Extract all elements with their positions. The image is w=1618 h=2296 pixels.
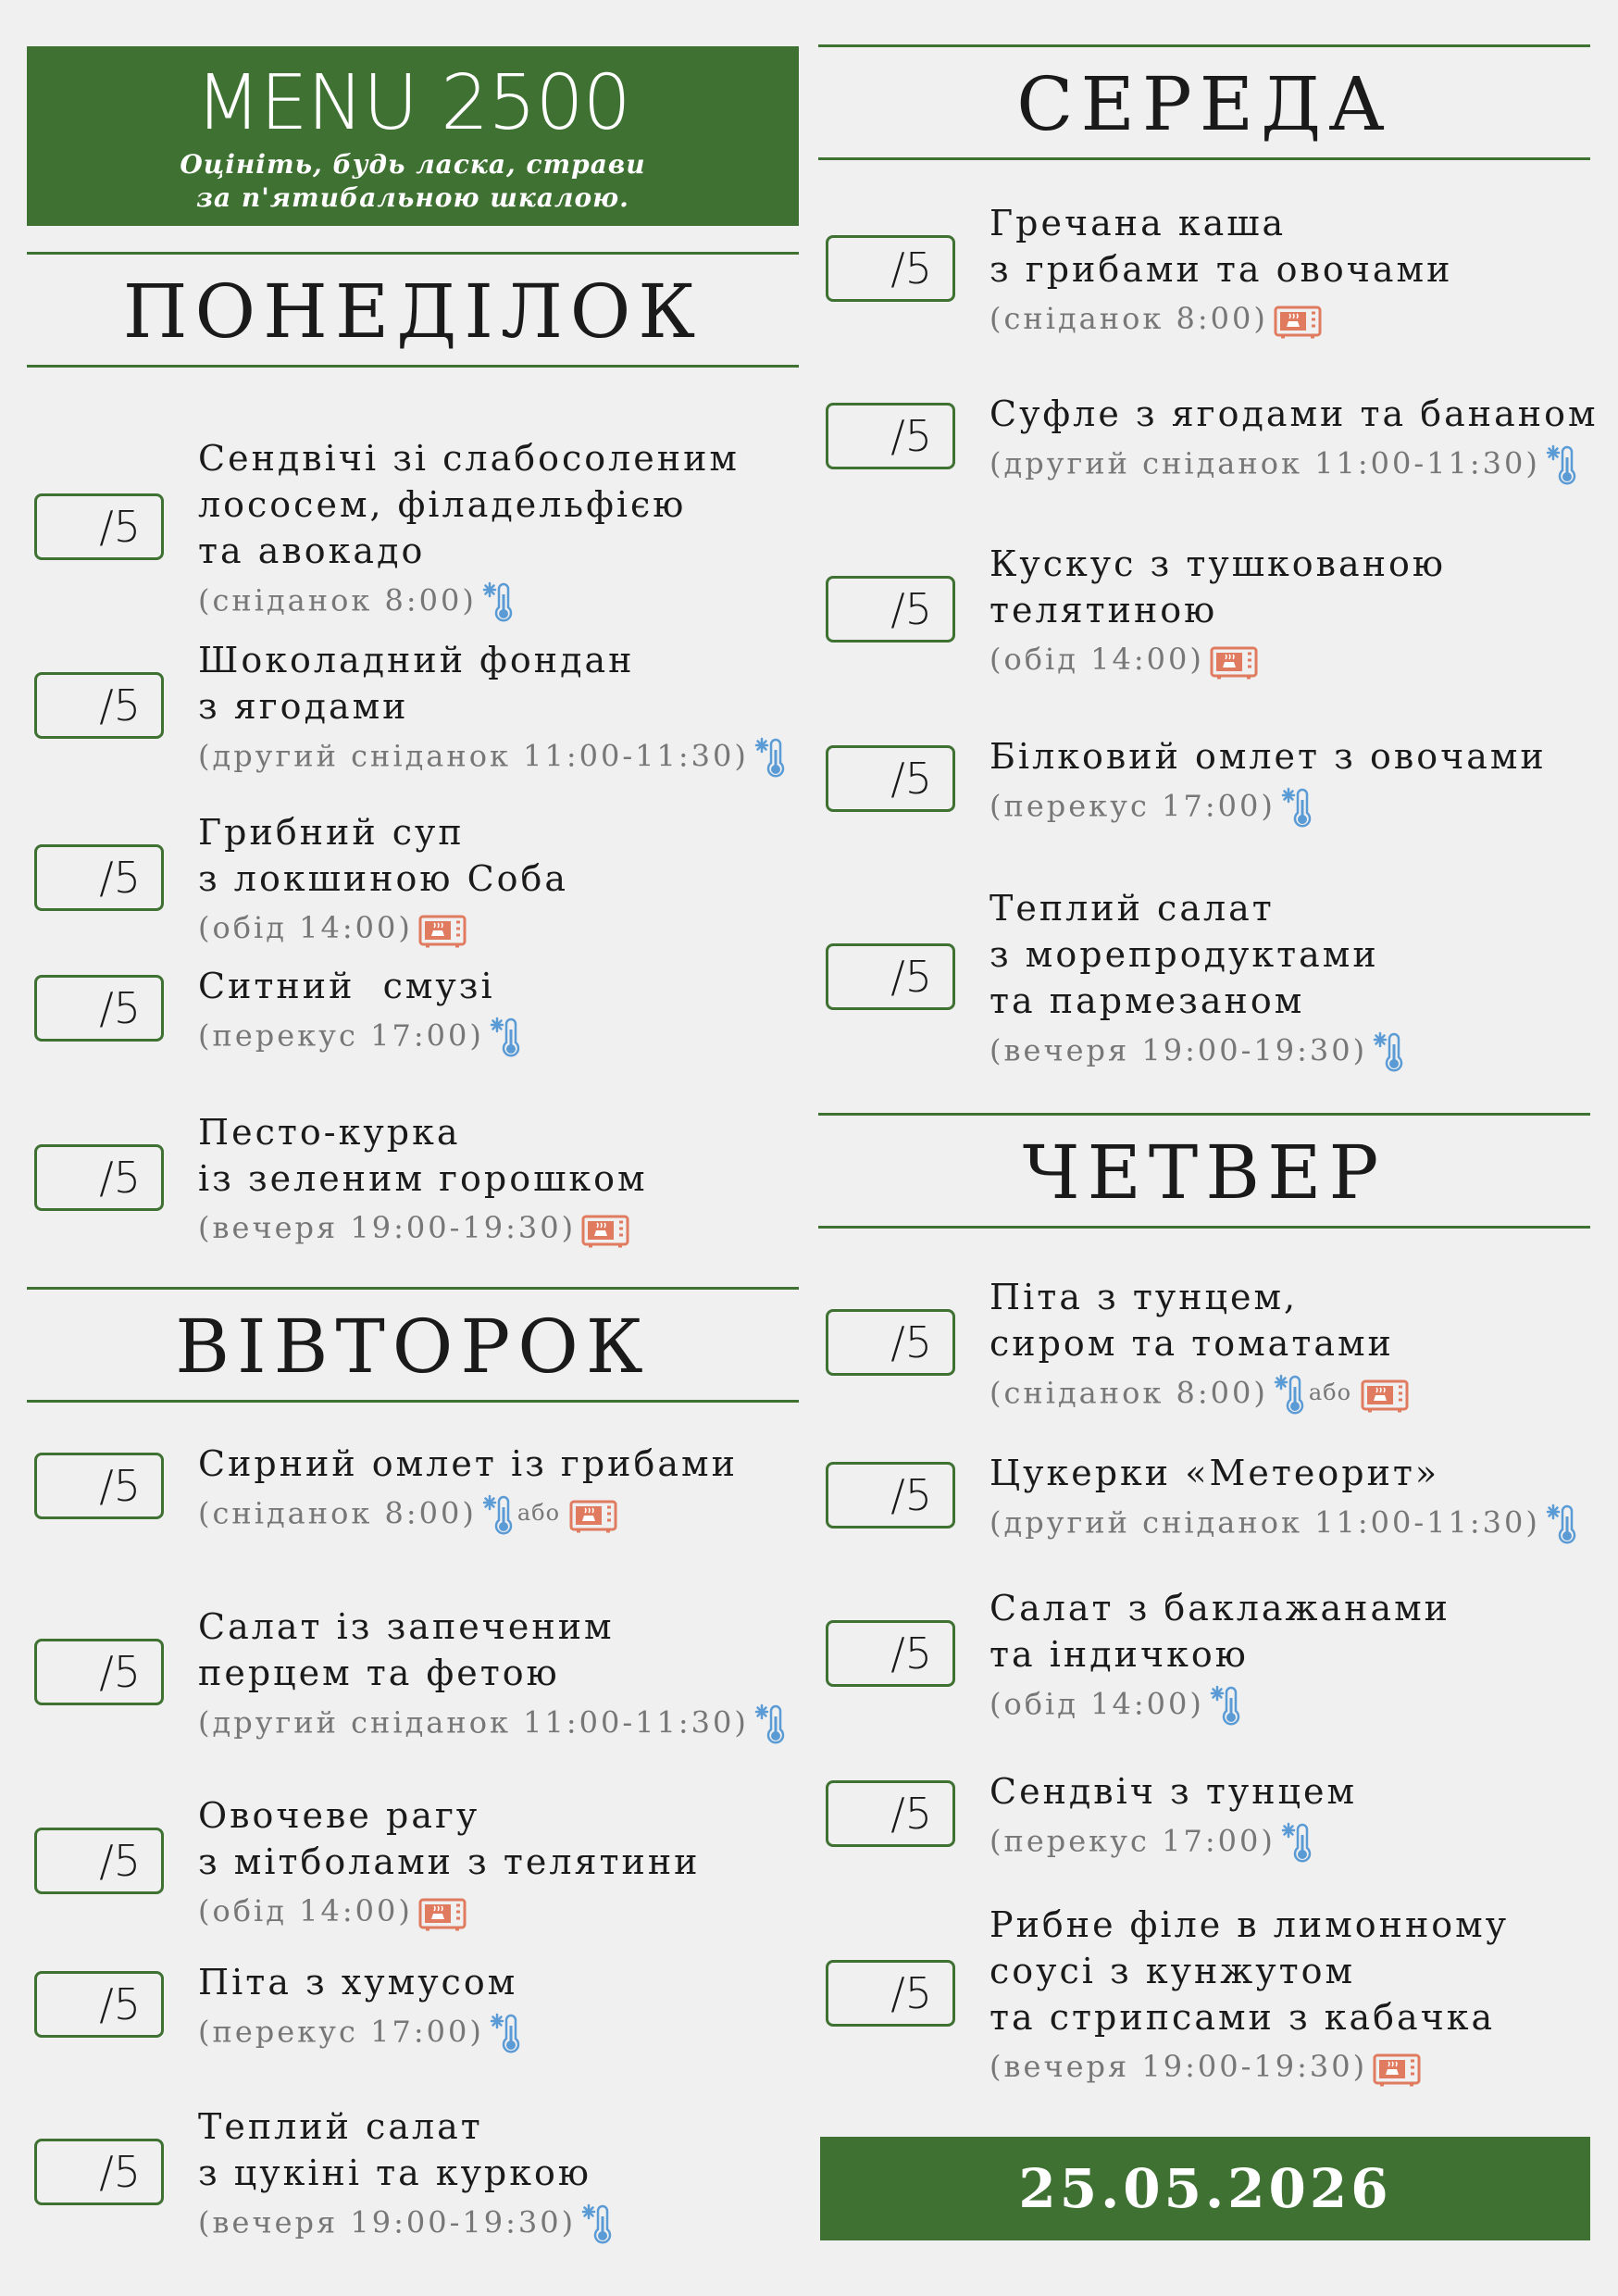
- microwave-icon: [1274, 303, 1322, 340]
- cold-icon: [1274, 1374, 1305, 1416]
- dish-name: Сендвічі зі слабосоленим лососем, філадельфією та авокадо: [198, 438, 740, 571]
- dish-name: Цукерки «Метеорит»: [989, 1453, 1440, 1493]
- dish-name: Піта з хумусом: [198, 1962, 518, 2003]
- cold-icon: [754, 737, 786, 780]
- dish-name: Білковий омлет з овочами: [989, 736, 1547, 777]
- rating-box[interactable]: /5: [34, 844, 164, 911]
- rating-box[interactable]: /5: [34, 1639, 164, 1705]
- microwave-icon: [418, 912, 467, 949]
- cold-icon: [482, 1494, 514, 1537]
- meal-time-label: (перекус 17:00): [198, 1017, 484, 1054]
- dish-name: Рибне філе в лимонному соусі з кунжутом та стрипсами з кабачка: [989, 1904, 1510, 2038]
- rating-box[interactable]: /5: [826, 403, 955, 469]
- microwave-icon: [1373, 2051, 1421, 2088]
- cold-icon: [490, 2013, 521, 2055]
- dish-name: Песто-курка із зеленим горошком: [198, 1112, 648, 1199]
- cold-icon: [1546, 1504, 1577, 1546]
- microwave-icon: [1361, 1377, 1409, 1414]
- dish-name: Сендвіч з тунцем: [989, 1771, 1358, 1812]
- meal-time-label: (перекус 17:00): [989, 1823, 1276, 1859]
- cold-icon: [1281, 787, 1313, 830]
- date-footer: 25.05.2026: [820, 2137, 1590, 2240]
- rating-box[interactable]: /5: [826, 1960, 955, 2027]
- microwave-icon: [418, 1895, 467, 1932]
- meal-time-label: (обід 14:00): [989, 1686, 1204, 1722]
- rating-box[interactable]: /5: [826, 745, 955, 812]
- meal-time-label: (другий сніданок 11:00-11:30): [989, 445, 1540, 481]
- rating-box[interactable]: /5: [826, 576, 955, 643]
- cold-icon: [1373, 1031, 1404, 1074]
- dish-name: Шоколадний фондан з ягодами: [198, 640, 635, 727]
- dish-name: Салат з баклажанами та індичкою: [989, 1588, 1450, 1675]
- rating-box[interactable]: /5: [826, 235, 955, 302]
- day-title: ВІВТОРОК: [175, 1304, 651, 1390]
- dish-name: Піта з тунцем, сиром та томатами: [989, 1277, 1394, 1364]
- microwave-icon: [569, 1497, 617, 1534]
- rating-box[interactable]: /5: [826, 1620, 955, 1687]
- meal-time: [989, 641, 1258, 680]
- meal-time: [198, 1703, 786, 1746]
- meal-time: [989, 787, 1313, 830]
- menu-header: [27, 46, 799, 226]
- day-title: СЕРЕДА: [1016, 61, 1392, 147]
- meal-time: [989, 300, 1322, 340]
- meal-time-label: (сніданок 8:00): [198, 582, 477, 618]
- dish-name: Гречана каша з грибами та овочами: [989, 203, 1453, 290]
- meal-time: [198, 1017, 521, 1059]
- meal-time: [198, 2013, 521, 2055]
- meal-time-label: (сніданок 8:00): [989, 301, 1268, 336]
- menu-title: MENU 2500: [195, 59, 630, 147]
- dish-name: Сирний омлет із грибами: [198, 1443, 738, 1484]
- dish-name: Ситний смузі: [198, 966, 495, 1006]
- meal-time-label: (перекус 17:00): [989, 788, 1276, 824]
- meal-time: [989, 1685, 1241, 1728]
- meal-time-label: (другий сніданок 11:00-11:30): [989, 1504, 1540, 1541]
- dish-name: Кускус з тушкованою телятиною: [989, 543, 1446, 630]
- meal-time: [989, 1504, 1577, 1546]
- cold-icon: [482, 581, 514, 624]
- dish-name: Грибний суп з локшиною Соба: [198, 812, 569, 899]
- rating-box[interactable]: /5: [34, 672, 164, 739]
- meal-time: [198, 1494, 617, 1537]
- dish-name: Салат із запеченим перцем та фетою: [198, 1606, 615, 1693]
- day-title: ЧЕТВЕР: [1022, 1129, 1387, 1216]
- meal-time-label: (вечеря 19:00-19:30): [989, 2049, 1368, 2084]
- dish-name: Суфле з ягодами та бананом: [989, 393, 1599, 434]
- meal-time-label: (сніданок 8:00): [989, 1375, 1268, 1411]
- dish-name: Теплий салат з цукіні та куркою: [198, 2106, 591, 2193]
- rating-box[interactable]: /5: [34, 2139, 164, 2205]
- rating-box[interactable]: /5: [34, 1828, 164, 1894]
- meal-time-label: (вечеря 19:00-19:30): [198, 2204, 577, 2240]
- meal-time: [198, 1892, 467, 1932]
- cold-icon: [1281, 1822, 1313, 1865]
- meal-time-label: (другий сніданок 11:00-11:30): [198, 1704, 749, 1741]
- dish-name: Овочеве рагу з мітболами з телятини: [198, 1795, 701, 1882]
- meal-time: [989, 444, 1577, 487]
- meal-time: [989, 2048, 1421, 2088]
- rating-box[interactable]: /5: [826, 1462, 955, 1529]
- cold-icon: [1546, 444, 1577, 487]
- meal-time: [198, 581, 514, 624]
- rating-box[interactable]: /5: [34, 1971, 164, 2038]
- rating-box[interactable]: /5: [34, 1453, 164, 1519]
- meal-time-label: (обід 14:00): [198, 1893, 413, 1928]
- menu-subtitle-line1: Оцініть, будь ласка, страви: [180, 149, 646, 180]
- alt-word: або: [1308, 1379, 1352, 1405]
- meal-time: [198, 1209, 629, 1249]
- cold-icon: [1210, 1685, 1241, 1728]
- rating-box[interactable]: /5: [826, 943, 955, 1010]
- meal-time: [989, 1822, 1313, 1865]
- rating-box[interactable]: /5: [826, 1309, 955, 1376]
- cold-icon: [581, 2203, 613, 2246]
- meal-time: [989, 1374, 1409, 1416]
- meal-time: [989, 1031, 1404, 1074]
- rating-box[interactable]: /5: [34, 493, 164, 560]
- meal-time-label: (обід 14:00): [198, 910, 413, 945]
- meal-time: [198, 2203, 613, 2246]
- rating-box[interactable]: /5: [34, 1144, 164, 1211]
- microwave-icon: [1210, 643, 1258, 680]
- meal-time: [198, 909, 467, 949]
- microwave-icon: [581, 1212, 629, 1249]
- rating-box[interactable]: /5: [826, 1780, 955, 1847]
- cold-icon: [754, 1703, 786, 1746]
- cold-icon: [490, 1017, 521, 1059]
- meal-time-label: (перекус 17:00): [198, 2014, 484, 2050]
- meal-time-label: (другий сніданок 11:00-11:30): [198, 738, 749, 774]
- meal-time-label: (вечеря 19:00-19:30): [198, 1210, 577, 1245]
- dish-name: Теплий салат з морепродуктами та пармезаном: [989, 888, 1379, 1021]
- alt-word: або: [517, 1500, 561, 1526]
- menu-subtitle-line2: за п'ятибальною шкалою.: [196, 182, 629, 213]
- meal-time: [198, 737, 786, 780]
- meal-time-label: (вечеря 19:00-19:30): [989, 1032, 1368, 1068]
- rating-box[interactable]: /5: [34, 975, 164, 1042]
- meal-time-label: (сніданок 8:00): [198, 1495, 477, 1531]
- meal-time-label: (обід 14:00): [989, 642, 1204, 677]
- day-title: ПОНЕДІЛОК: [122, 268, 703, 355]
